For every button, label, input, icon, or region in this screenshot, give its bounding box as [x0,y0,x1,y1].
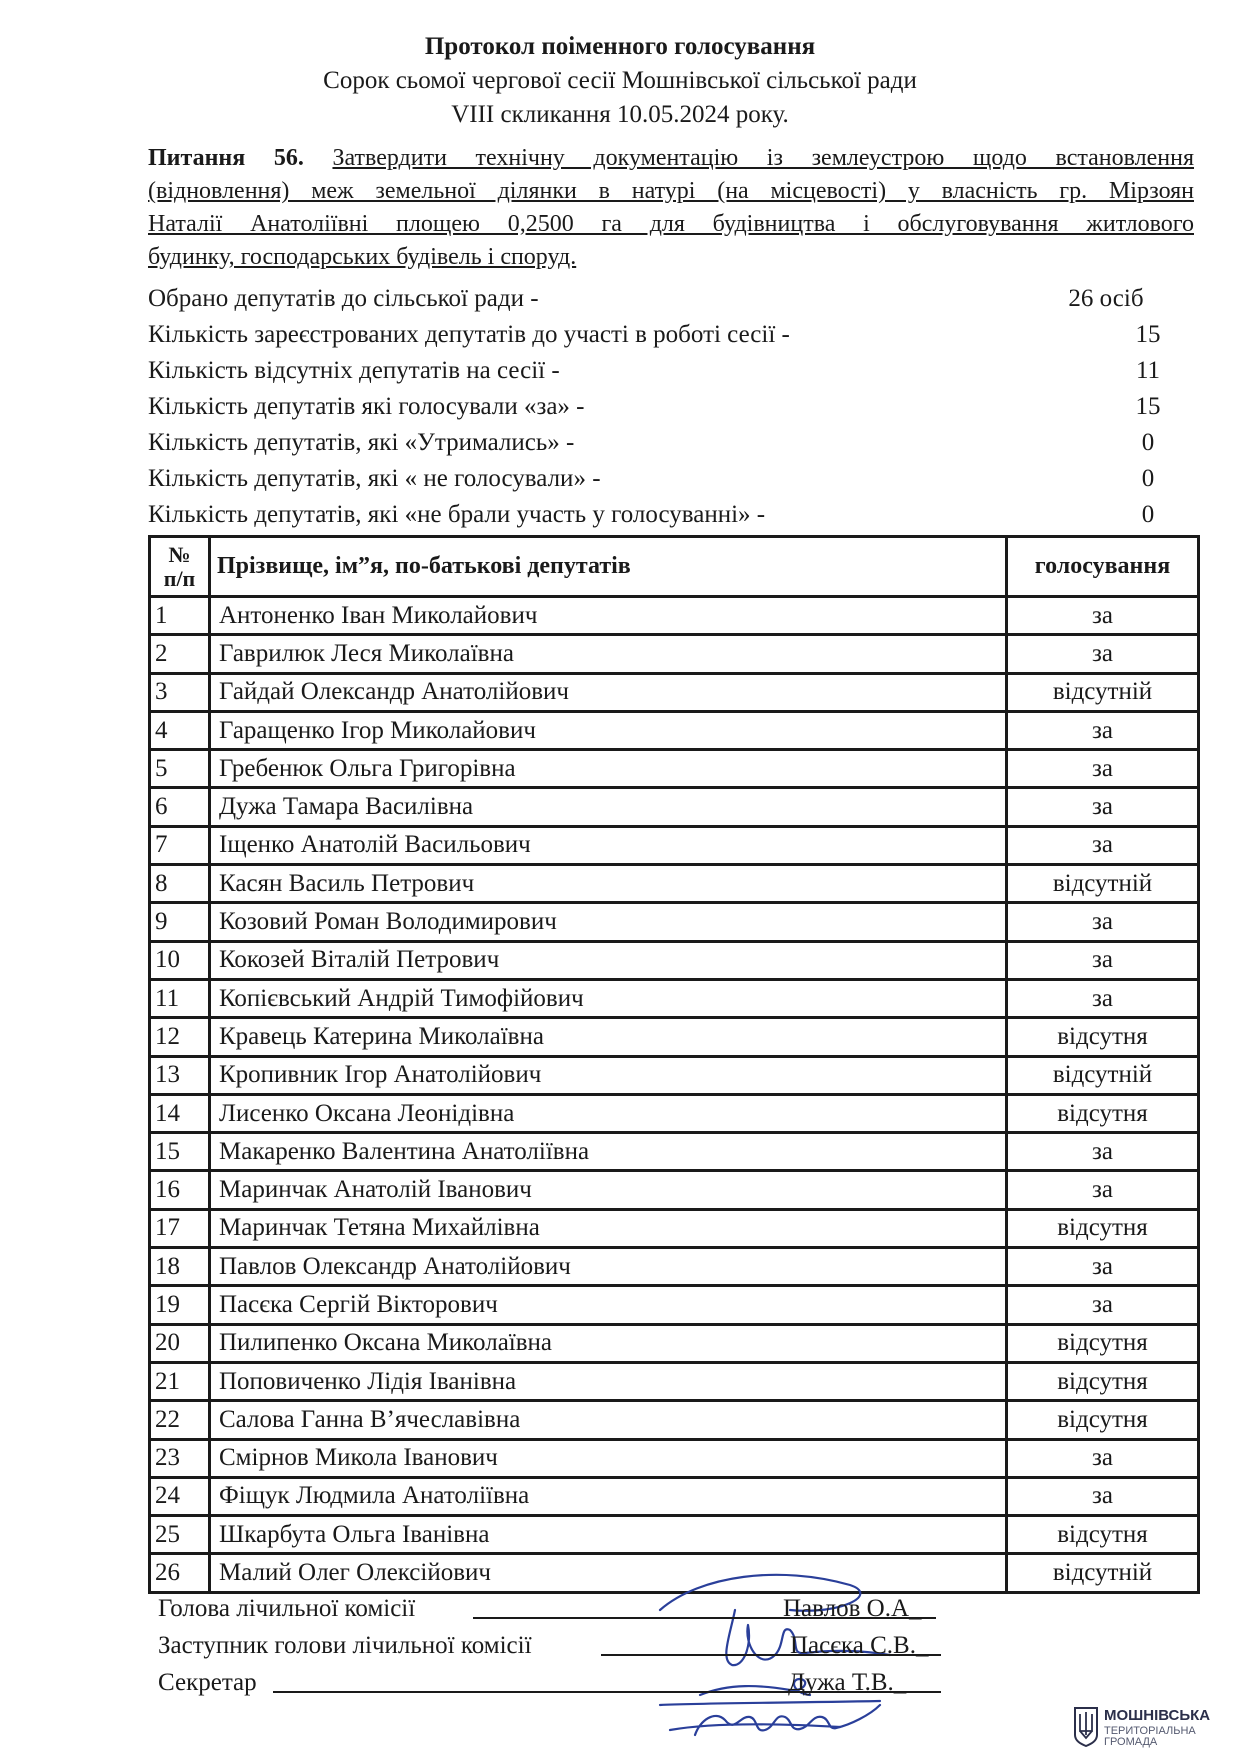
row-number: 13 [150,1056,210,1094]
vote-statistics [148,281,1188,533]
vote-result: за [1007,1439,1199,1477]
table-row [150,597,1199,635]
signature-row-secretary [158,1664,1058,1701]
signature-name: Дужа Т.В._ [788,1669,907,1696]
row-number: 6 [150,788,210,826]
vote-result: за [1007,1171,1199,1209]
table-row [150,1018,1199,1056]
deputy-name: Кравець Катерина Миколаївна [210,1018,1007,1056]
vote-result: відсутній [1007,1056,1199,1094]
deputy-name: Смірнов Микола Іванович [210,1439,1007,1477]
row-number: 17 [150,1209,210,1247]
vote-result: за [1007,979,1199,1017]
column-header-number [150,537,210,597]
vote-result: відсутній [1007,1554,1199,1592]
document-title: Протокол поіменного голосування [424,33,816,60]
deputy-name: Іщенко Анатолій Васильович [210,826,1007,864]
row-number: 10 [150,941,210,979]
vote-result: відсутній [1007,865,1199,903]
stat-row [148,389,1188,425]
table-row [150,711,1199,749]
table-row [150,1056,1199,1094]
vote-result: відсутній [1007,673,1199,711]
deputy-name: Пасєка Сергій Вікторович [210,1286,1007,1324]
stat-row [148,497,1188,533]
vote-result: за [1007,750,1199,788]
roll-call-table [148,535,1200,1594]
table-row [150,1516,1199,1554]
signature-name: Пасєка С.В._ [790,1632,929,1659]
deputy-name: Антоненко Іван Миколайович [210,597,1007,635]
convocation-date-line: VIII скликання 10.05.2024 року. [451,101,789,128]
row-number: 24 [150,1477,210,1515]
deputy-name: Дужа Тамара Василівна [210,788,1007,826]
vote-result: за [1007,1286,1199,1324]
vote-result: за [1007,1133,1199,1171]
table-row [150,865,1199,903]
row-number: 20 [150,1324,210,1362]
row-number: 5 [150,750,210,788]
row-number: 2 [150,635,210,673]
table-row [150,1439,1199,1477]
deputy-name: Пилипенко Оксана Миколаївна [210,1324,1007,1362]
stat-row [148,425,1188,461]
vote-result: за [1007,1248,1199,1286]
signature-role: Заступник голови лічильної комісії [158,1632,532,1659]
deputy-name: Поповиченко Лідія Іванівна [210,1362,1007,1400]
table-row [150,941,1199,979]
stat-row [148,353,1188,389]
vote-result: відсутня [1007,1401,1199,1439]
table-row [150,1324,1199,1362]
row-number: 14 [150,1094,210,1132]
deputy-name: Гаращенко Ігор Миколайович [210,711,1007,749]
deputy-name: Гаврилюк Леся Миколаївна [210,635,1007,673]
vote-result: відсутня [1007,1324,1199,1362]
deputy-name: Кропивник Ігор Анатолійович [210,1056,1007,1094]
row-number: 11 [150,979,210,1017]
table-row [150,788,1199,826]
vote-result: відсутня [1007,1018,1199,1056]
vote-result: відсутня [1007,1094,1199,1132]
stat-label: Кількість депутатів, які «не брали участь у голосуванні» - [148,501,766,528]
stat-value: 15 [1135,393,1161,420]
row-number: 26 [150,1554,210,1592]
deputy-name: Козовий Роман Володимирович [210,903,1007,941]
session-line: Сорок сьомої чергової сесії Мошнівської сільської ради [323,67,917,94]
row-number: 9 [150,903,210,941]
signature-role: Секретар [158,1669,257,1696]
table-row [150,1133,1199,1171]
question-text-line-4: будинку, господарських будівель і споруд. [148,244,577,270]
stat-label: Кількість депутатів які голосували «за» - [148,393,585,420]
deputy-name: Гребенюк Ольга Григорівна [210,750,1007,788]
column-header-name: Прізвище, ім”я, по-батькові депутатів [210,537,1007,597]
stat-value: 0 [1141,429,1155,456]
community-logo [1072,1705,1232,1747]
table-row [150,1094,1199,1132]
table-row [150,826,1199,864]
stat-row [148,461,1188,497]
column-header-number-line-1: № [168,541,191,567]
row-number: 4 [150,711,210,749]
signature-role: Голова лічильної комісії [158,1595,416,1622]
row-number: 19 [150,1286,210,1324]
stat-value: 15 [1135,321,1161,348]
table-row [150,1209,1199,1247]
document-header [0,30,1240,132]
vote-result: за [1007,597,1199,635]
row-number: 7 [150,826,210,864]
stat-value: 0 [1141,501,1155,528]
signature-row-deputy [158,1627,1058,1664]
question-text-line-3: Наталії Анатоліївні площею 0,2500 га для будівництва і обслуговування житлового [148,211,1194,237]
table-row [150,750,1199,788]
row-number: 16 [150,1171,210,1209]
table-row [150,1171,1199,1209]
row-number: 12 [150,1018,210,1056]
stat-label: Кількість депутатів, які « не голосували» - [148,465,601,492]
row-number: 25 [150,1516,210,1554]
column-header-number-line-2: п/п [163,565,196,591]
row-number: 18 [150,1248,210,1286]
table-row [150,673,1199,711]
row-number: 3 [150,673,210,711]
logo-subtitle-2: ГРОМАДА [1104,1736,1158,1748]
deputy-name: Малий Олег Олексійович [210,1554,1007,1592]
deputy-name: Маринчак Анатолій Іванович [210,1171,1007,1209]
signature-block [158,1590,1058,1701]
row-number: 8 [150,865,210,903]
vote-result: за [1007,826,1199,864]
deputy-name: Макаренко Валентина Анатоліївна [210,1133,1007,1171]
logo-title: МОШНІВСЬКА [1104,1707,1211,1724]
deputy-name: Лисенко Оксана Леонідівна [210,1094,1007,1132]
question-text-line-1: Затвердити технічну документацію із землеустрою щодо встановлення [332,145,1195,171]
stat-row [148,317,1188,353]
trident-emblem-icon [1072,1705,1100,1747]
deputy-name: Фіщук Людмила Анатоліївна [210,1477,1007,1515]
deputy-name: Кокозей Віталій Петрович [210,941,1007,979]
table-row [150,979,1199,1017]
vote-result: відсутня [1007,1362,1199,1400]
row-number: 15 [150,1133,210,1171]
table-row [150,1401,1199,1439]
stat-value: 11 [1135,357,1161,384]
vote-result: за [1007,941,1199,979]
vote-result: за [1007,788,1199,826]
deputy-name: Копієвський Андрій Тимофійович [210,979,1007,1017]
table-row [150,903,1199,941]
deputy-name: Касян Василь Петрович [210,865,1007,903]
question-text-line-2: (відновлення) меж земельної ділянки в натурі (на місцевості) у власність гр. Мірзоян [148,178,1194,204]
stat-row [148,281,1188,317]
table-row [150,1362,1199,1400]
vote-result: за [1007,903,1199,941]
stat-label: Кількість депутатів, які «Утримались» - [148,429,575,456]
table-row [150,635,1199,673]
stat-label: Обрано депутатів до сільської ради - [148,285,539,312]
deputy-name: Павлов Олександр Анатолійович [210,1248,1007,1286]
deputy-name: Гайдай Олександр Анатолійович [210,673,1007,711]
stat-value: 26 осіб [1068,285,1144,312]
column-header-vote: голосування [1007,537,1199,597]
vote-result: за [1007,1477,1199,1515]
stat-value: 0 [1141,465,1155,492]
deputy-name: Маринчак Тетяна Михайлівна [210,1209,1007,1247]
table-row [150,1248,1199,1286]
table-row [150,1286,1199,1324]
agenda-question: Питання 56. Затвердити технічну документацію із землеустрою щодо встановлення (відновлення) меж земельної ділянки в натурі (на місцевості) у власність гр. Мірзоян Наталії Анатоліївні площею 0,2500 га для будівництва і обслуговування житлового будинку, господарських будівель і споруд. [148,145,1195,270]
table-row [150,1477,1199,1515]
deputy-name: Салова Ганна В’ячеславівна [210,1401,1007,1439]
signature-name: Павлов О.А_ [783,1595,922,1622]
row-number: 23 [150,1439,210,1477]
question-label: Питання 56 [148,145,298,171]
row-number: 21 [150,1362,210,1400]
row-number: 1 [150,597,210,635]
deputy-name: Шкарбута Ольга Іванівна [210,1516,1007,1554]
table-header-row [150,537,1199,597]
stat-label: Кількість відсутніх депутатів на сесії - [148,357,560,384]
signature-row-chair [158,1590,1058,1627]
vote-result: за [1007,635,1199,673]
vote-result: відсутня [1007,1209,1199,1247]
row-number: 22 [150,1401,210,1439]
vote-result: за [1007,711,1199,749]
vote-result: відсутня [1007,1516,1199,1554]
logo-subtitle-1: ТЕРИТОРІАЛЬНА [1104,1725,1196,1737]
stat-label: Кількість зареєстрованих депутатів до участі в роботі сесії - [148,321,790,348]
